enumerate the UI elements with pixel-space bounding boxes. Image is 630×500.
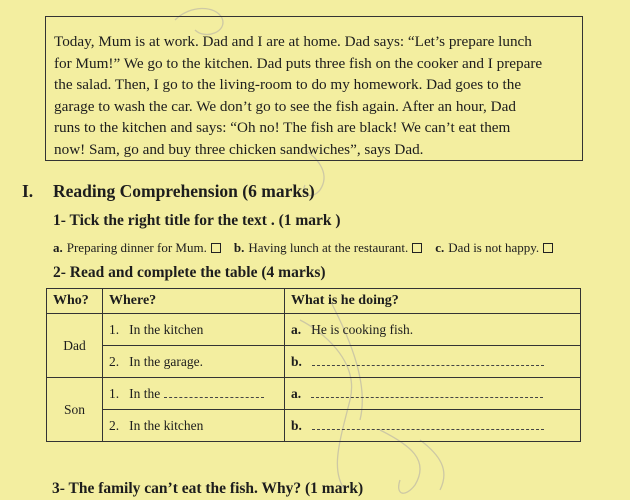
section-number: I.	[22, 181, 34, 201]
answer-blank[interactable]	[164, 387, 264, 398]
complete-table	[46, 288, 581, 442]
what-text: He is cooking fish.	[311, 321, 414, 337]
question-2-title: 2- Read and complete the table (4 marks)	[53, 264, 326, 281]
row-number: 1.	[109, 321, 120, 337]
answer-blank[interactable]	[312, 355, 544, 366]
section-heading	[22, 181, 315, 202]
what-cell[interactable]	[285, 410, 581, 442]
passage-line: Today, Mum is at work. Dad and I are at home. Dad says: “Let’s prepare lunch	[54, 33, 532, 50]
option-a-letter: a.	[53, 240, 63, 255]
row-letter: b.	[291, 417, 302, 433]
option-a-text: Preparing dinner for Mum.	[66, 240, 207, 255]
where-cell	[103, 346, 285, 378]
passage-line: for Mum!” We go to the kitchen. Dad puts three fish on the cooker and I prepare	[54, 54, 543, 72]
answer-blank[interactable]	[312, 419, 544, 430]
table-row	[47, 410, 581, 442]
header-who: Who?	[47, 289, 103, 314]
option-c-text: Dad is not happy.	[448, 240, 540, 255]
where-cell	[103, 314, 285, 346]
option-b-letter: b.	[233, 240, 245, 255]
table-row	[47, 346, 581, 378]
row-number: 2.	[109, 353, 120, 369]
option-c-letter: c.	[435, 240, 445, 255]
where-text: In the kitchen	[129, 417, 204, 433]
header-what: What is he doing?	[285, 289, 581, 314]
option-b-checkbox[interactable]	[412, 243, 422, 253]
row-letter: a.	[291, 321, 302, 337]
row-number: 1.	[109, 385, 120, 401]
table-row	[47, 314, 581, 346]
option-c-checkbox[interactable]	[543, 243, 553, 253]
option-b-text: Having lunch at the restaurant.	[248, 240, 409, 255]
table-row	[47, 378, 581, 410]
row-number: 2.	[109, 417, 120, 433]
question-3-title: 3- The family can’t eat the fish. Why? (1 mark)	[52, 480, 364, 497]
where-text: In the kitchen	[129, 321, 204, 337]
header-where: Where?	[103, 289, 285, 314]
what-cell[interactable]	[285, 378, 581, 410]
reading-passage-box	[45, 16, 583, 161]
question-1-title: 1- Tick the right title for the text . (1 mark )	[53, 212, 341, 229]
passage-line: garage to wash the car. We don’t go to see the fish again. After an hour, Dad	[54, 97, 516, 115]
section-title: Reading Comprehension (6 marks)	[53, 181, 315, 201]
where-text: In the garage.	[129, 353, 203, 369]
row-letter: a.	[291, 385, 302, 401]
answer-blank[interactable]	[311, 387, 543, 398]
passage-line: the salad. Then, I go to the living-room to do my homework. Dad goes to the	[54, 76, 522, 93]
who-dad: Dad	[47, 314, 103, 378]
what-cell[interactable]	[285, 346, 581, 378]
where-text: In the	[129, 385, 161, 401]
where-cell	[103, 410, 285, 442]
who-son: Son	[47, 378, 103, 442]
row-letter: b.	[291, 353, 302, 369]
table-header-row	[47, 289, 581, 314]
what-cell	[285, 314, 581, 346]
passage-line: runs to the kitchen and says: “Oh no! The fish are black! We can’t eat them	[54, 119, 511, 136]
question-1-options	[53, 240, 558, 256]
passage-line: now! Sam, go and buy three chicken sandwiches”, says Dad.	[54, 140, 424, 158]
option-a-checkbox[interactable]	[211, 243, 221, 253]
where-cell[interactable]	[103, 378, 285, 410]
